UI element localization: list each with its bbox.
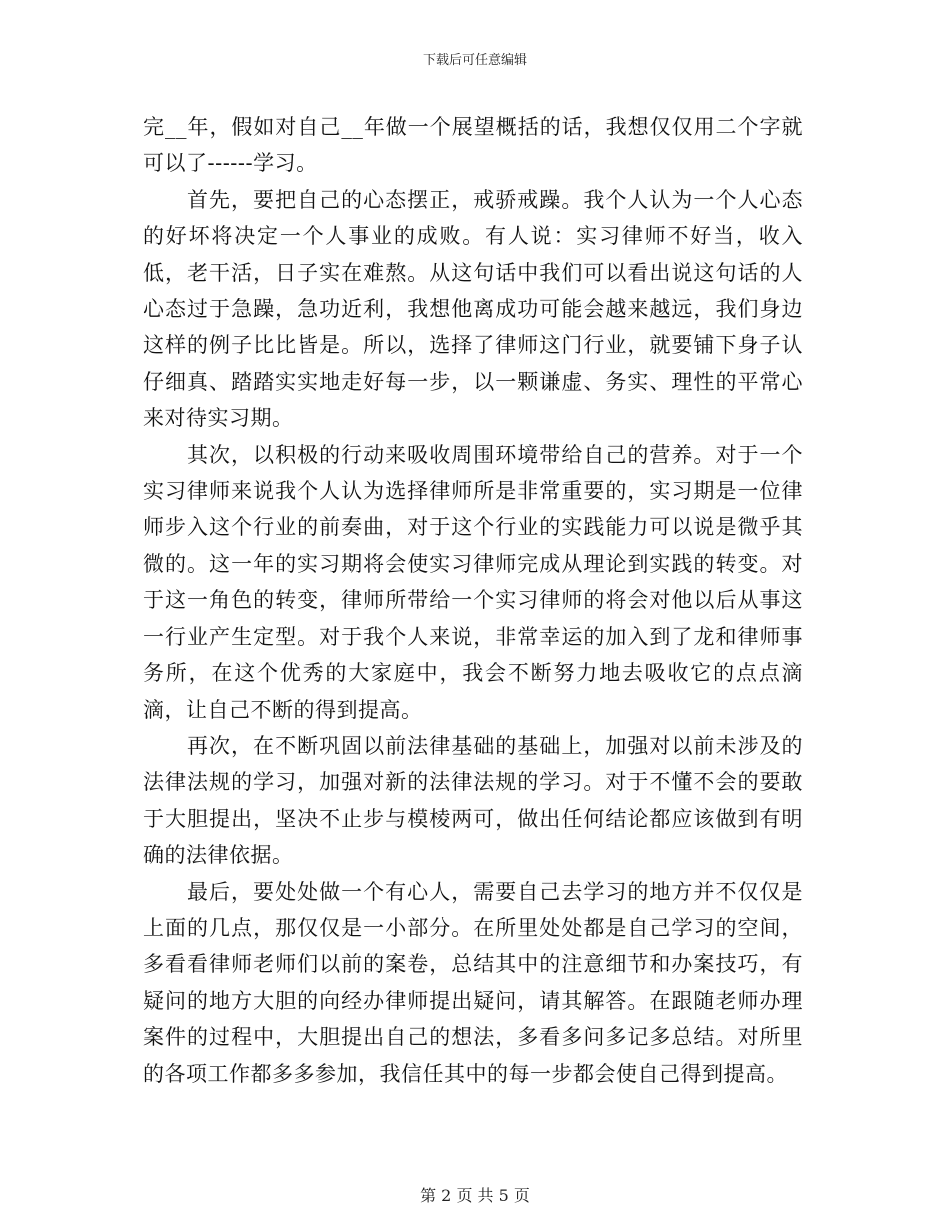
page-number-footer: 第 2 页 共 5 页	[420, 1186, 530, 1205]
document-body	[143, 109, 803, 1092]
paragraph-third: 再次，在不断巩固以前法律基础的基础上，加强对以前未涉及的法律法规的学习，加强对新的法律法规的学习。对于不懂不会的要敢于大胆提出，坚决不止步与模棱两可，做出任何结论都应该做到有明确的法律依据。	[143, 733, 803, 868]
paragraph-continuation: 完__年，假如对自己__年做一个展望概括的话，我想仅仅用二个字就可以了------学习。	[143, 115, 803, 176]
paragraph-first: 首先，要把自己的心态摆正，戒骄戒躁。我个人认为一个人心态的好坏将决定一个人事业的成败。有人说：实习律师不好当，收入低，老干活，日子实在难熬。从这句话中我们可以看出说这句话的人心态过于急躁，急功近利，我想他离成功可能会越来越远，我们身边这样的例子比比皆是。所以，选择了律师这门行业，就要铺下身子认仔细真、踏踏实实地走好每一步，以一颗谦虚、务实、理性的平常心来对待实习期。	[143, 187, 803, 431]
paragraph-second: 其次，以积极的行动来吸收周围环境带给自己的营养。对于一个实习律师来说我个人认为选择律师所是非常重要的，实习期是一位律师步入这个行业的前奏曲，对于这个行业的实践能力可以说是微乎其微的。这一年的实习期将会使实习律师完成从理论到实践的转变。对于这一角色的转变，律师所带给一个实习律师的将会对他以后从事这一行业产生定型。对于我个人来说，非常幸运的加入到了龙和律师事务所，在这个优秀的大家庭中，我会不断努力地去吸收它的点点滴滴，让自己不断的得到提高。	[143, 442, 803, 722]
page-header: 下载后可任意编辑	[422, 53, 527, 68]
paragraph-last: 最后，要处处做一个有心人，需要自己去学习的地方并不仅仅是上面的几点，那仅仅是一小部分。在所里处处都是自己学习的空间，多看看律师老师们以前的案卷，总结其中的注意细节和办案技巧，有疑问的地方大胆的向经办律师提出疑问，请其解答。在跟随老师办理案件的过程中，大胆提出自己的想法，多看多问多记多总结。对所里的各项工作都多多参加，我信任其中的每一步都会使自己得到提高。	[143, 879, 803, 1086]
